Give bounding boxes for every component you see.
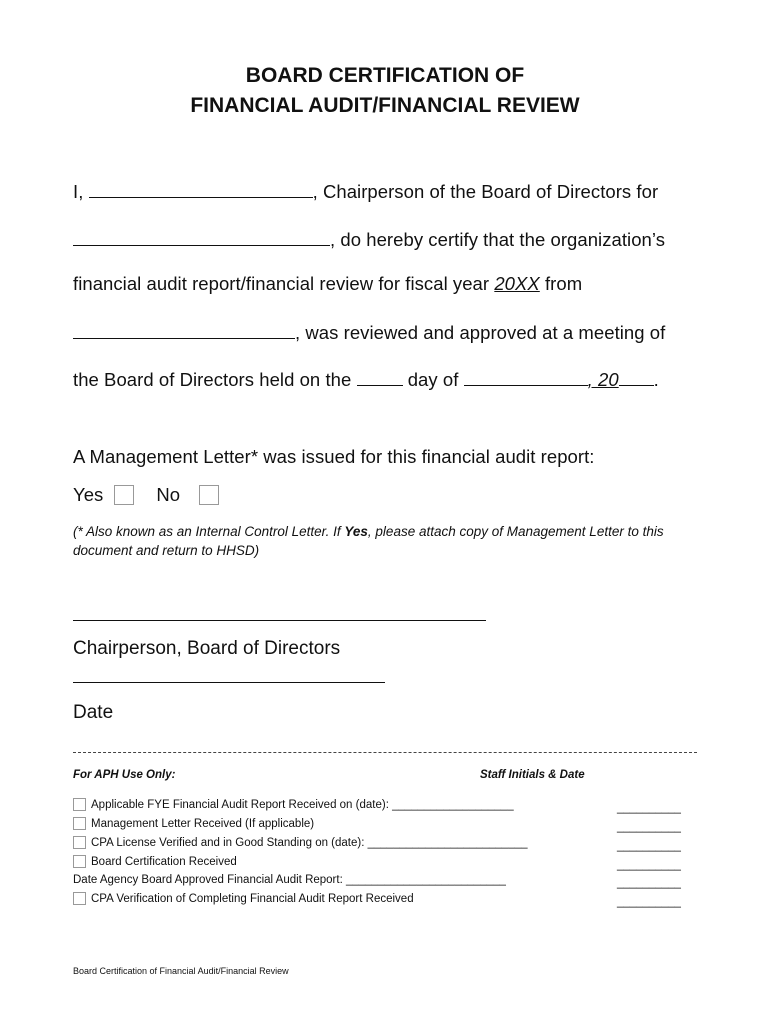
aph-item-label: Management Letter Received (If applicable): [91, 817, 315, 830]
aph-item-label: Applicable FYE Financial Audit Report Received on (date): ___________________: [91, 798, 514, 811]
aph-item-label: CPA License Verified and in Good Standing on (date): _________________________: [91, 836, 528, 849]
certification-line-1: [73, 179, 658, 203]
certification-line-2: [73, 227, 665, 251]
certification-line-3: [73, 273, 582, 295]
month-blank[interactable]: [464, 367, 588, 386]
initials-blank[interactable]: __________: [617, 802, 681, 814]
chairperson-signature-line[interactable]: [73, 620, 486, 621]
initials-blank[interactable]: __________: [617, 896, 681, 908]
day-blank[interactable]: [357, 367, 403, 386]
date-signature-line[interactable]: [73, 682, 385, 683]
yes-checkbox[interactable]: [114, 485, 134, 505]
organization-name-blank[interactable]: [73, 227, 330, 246]
management-letter-options: [73, 484, 219, 506]
aph-item-checkbox[interactable]: [73, 817, 86, 830]
section-divider: [73, 752, 697, 753]
aph-item-checkbox[interactable]: [73, 836, 86, 849]
aph-item-label: Board Certification Received: [91, 855, 237, 868]
text-segment: .: [653, 369, 659, 390]
no-checkbox[interactable]: [199, 485, 219, 505]
staff-initials-header: Staff Initials & Date: [480, 769, 585, 781]
text-segment: , was reviewed and approved at a meeting of: [295, 322, 666, 343]
aph-item-label: Date Agency Board Approved Financial Audit Report: _________________________: [73, 874, 506, 886]
aph-item-checkbox[interactable]: [73, 798, 86, 811]
document-title: [0, 61, 770, 121]
aph-item: [73, 874, 506, 886]
aph-use-header: For APH Use Only:: [73, 769, 176, 781]
initials-blank[interactable]: __________: [617, 840, 681, 852]
text-segment: the Board of Directors held on the: [73, 369, 357, 390]
title-line-1: BOARD CERTIFICATION OF: [245, 64, 525, 87]
aph-item: [73, 817, 314, 830]
aph-item: [73, 892, 414, 905]
text-segment: , please attach copy of Management Letter to this document and return to HHSD): [73, 524, 664, 558]
text-segment: (* Also known as an Internal Control Letter. If: [73, 524, 345, 539]
year-blank[interactable]: [619, 367, 654, 386]
certification-line-4: [73, 320, 665, 344]
text-segment: I,: [73, 181, 89, 202]
yes-label: Yes: [73, 484, 104, 505]
certification-line-5: [73, 367, 659, 391]
date-signature-label: Date: [73, 702, 114, 723]
year-prefix: , 20: [587, 369, 619, 390]
fiscal-year-value[interactable]: 20XX: [494, 273, 540, 294]
management-letter-note: [73, 522, 713, 560]
chairperson-name-blank[interactable]: [89, 179, 313, 198]
aph-item-checkbox[interactable]: [73, 892, 86, 905]
aph-item: [73, 798, 514, 811]
management-letter-question: A Management Letter* was issued for this financial audit report:: [73, 446, 595, 467]
initials-blank[interactable]: __________: [617, 821, 681, 833]
title-line-2: FINANCIAL AUDIT/FINANCIAL REVIEW: [190, 94, 580, 117]
aph-item-checkbox[interactable]: [73, 855, 86, 868]
text-segment: Yes: [344, 524, 368, 539]
no-label: No: [156, 484, 181, 505]
text-segment: , do hereby certify that the organization’s: [330, 229, 666, 250]
text-segment: , Chairperson of the Board of Directors for: [312, 181, 659, 202]
initials-blank[interactable]: __________: [617, 859, 681, 871]
text-segment: day of: [402, 369, 464, 390]
initials-blank[interactable]: __________: [617, 877, 681, 889]
page-footer: Board Certification of Financial Audit/Financial Review: [73, 966, 289, 976]
aph-item: [73, 855, 237, 868]
text-segment: financial audit report/financial review for fiscal year: [73, 273, 495, 294]
aph-item-label: CPA Verification of Completing Financial Audit Report Received: [91, 892, 414, 905]
text-segment: from: [539, 273, 583, 294]
period-end-blank[interactable]: [73, 320, 295, 339]
chairperson-signature-label: Chairperson, Board of Directors: [73, 638, 341, 659]
aph-item: [73, 836, 528, 849]
